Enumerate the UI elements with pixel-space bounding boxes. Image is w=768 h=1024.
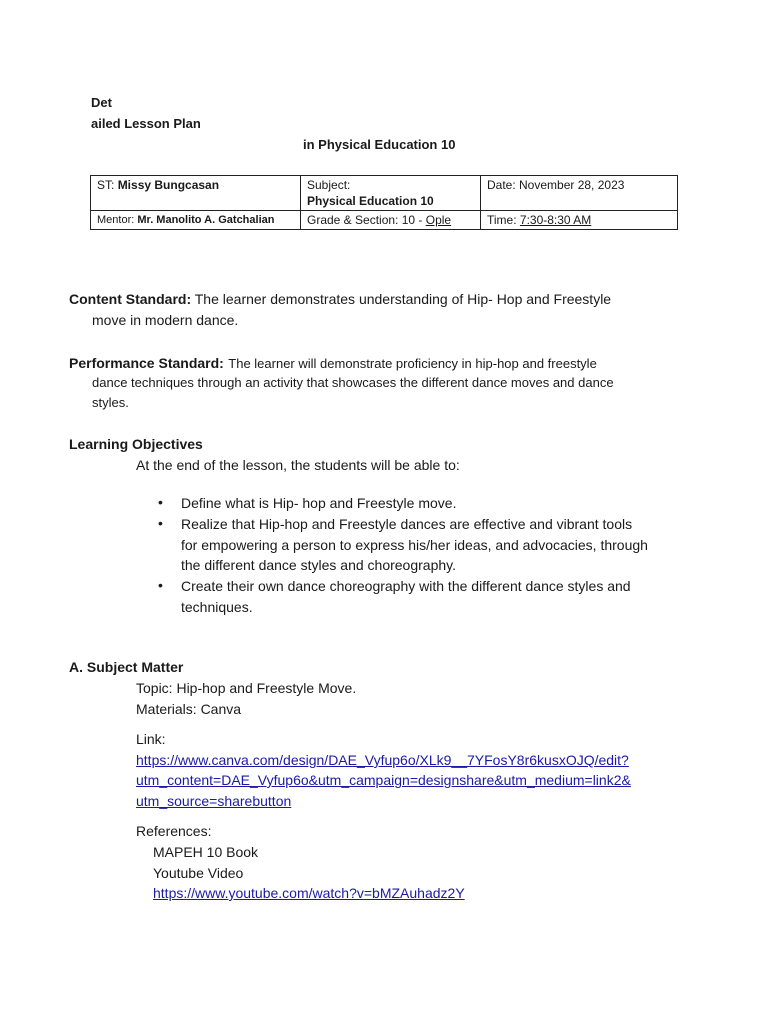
list-item-line: Realize that Hip-hop and Freestyle dances are effective and vibrant tools [181, 516, 633, 532]
lesson-info-table [90, 175, 678, 230]
reference-book: MAPEH 10 Book [153, 844, 259, 860]
st-label: ST: [97, 178, 115, 192]
time-value: 7:30-8:30 AM [519, 213, 592, 227]
link-label: Link: [136, 731, 166, 747]
table-row [91, 176, 678, 211]
learning-objectives-heading: Learning Objectives [69, 436, 203, 452]
list-item-line: for empowering a person to express his/her ideas, and advocacies, through [181, 536, 648, 553]
st-value: Missy Bungcasan [117, 178, 220, 192]
bullet-icon: • [158, 494, 163, 510]
subject-value: Physical Education 10 [307, 194, 434, 208]
bullet-icon: • [158, 515, 163, 531]
grade-value: Ople [425, 213, 452, 227]
date-cell [481, 176, 678, 211]
grade-label: Grade & Section: 10 - [307, 213, 426, 227]
topic-text: Topic: Hip-hop and Freestyle Move. [136, 680, 357, 696]
mentor-label: Mentor: [97, 214, 135, 226]
subject-label: Subject: [307, 178, 351, 192]
list-item [181, 493, 456, 514]
content-standard-label: Content Standard: [69, 291, 192, 307]
list-item-line: techniques. [181, 598, 253, 615]
list-item-line: Define what is Hip- hop and Freestyle move. [181, 495, 457, 511]
mentor-value: Mr. Manolito A. Gatchalian [137, 214, 275, 226]
title-fragment: Det [91, 95, 112, 110]
title-main: ailed Lesson Plan [91, 116, 201, 131]
youtube-link[interactable]: https://www.youtube.com/watch?v=bMZAuhadz2Y [153, 885, 465, 901]
date-value: Date: November 28, 2023 [487, 178, 625, 192]
learning-objectives-intro: At the end of the lesson, the students will be able to: [136, 457, 460, 473]
content-standard-text: The learner demonstrates understanding of Hip- Hop and Freestyle [194, 291, 612, 307]
list-item-line: Create their own dance choreography with the different dance styles and [181, 578, 631, 594]
subject-cell [301, 176, 481, 211]
performance-standard-line2: dance techniques through an activity that showcases the different dance moves and dance [92, 375, 614, 390]
performance-standard-line1 [69, 355, 597, 373]
list-item-line: the different dance styles and choreography. [181, 557, 456, 573]
materials-text: Materials: Canva [136, 701, 242, 717]
performance-standard-text: The learner will demonstrate proficiency in hip-hop and freestyle [228, 356, 597, 371]
subject-matter-heading: A. Subject Matter [69, 659, 184, 675]
canva-link-line2[interactable]: utm_content=DAE_Vyfup6o&utm_campaign=designshare&utm_medium=link2& [136, 772, 631, 788]
content-standard-line2: move in modern dance. [92, 312, 239, 328]
references-label: References: [136, 823, 212, 839]
table-row [91, 211, 678, 230]
performance-standard-label: Performance Standard: [69, 355, 224, 371]
time-label: Time: [487, 213, 520, 227]
st-cell [91, 176, 301, 211]
performance-standard-line3: styles. [92, 395, 129, 410]
bullet-icon: • [158, 577, 163, 593]
list-item [181, 576, 631, 617]
mentor-cell [91, 211, 301, 230]
canva-link-line3[interactable]: utm_source=sharebutton [136, 793, 292, 809]
grade-cell [301, 211, 481, 230]
canva-link-line1[interactable]: https://www.canva.com/design/DAE_Vyfup6o/XLk9__7YFosY8r6kusxOJQ/edit? [136, 752, 629, 768]
content-standard-line1 [69, 291, 611, 307]
time-cell [481, 211, 678, 230]
title-subtitle: in Physical Education 10 [303, 137, 456, 152]
list-item [181, 514, 648, 576]
reference-video: Youtube Video [153, 865, 244, 881]
